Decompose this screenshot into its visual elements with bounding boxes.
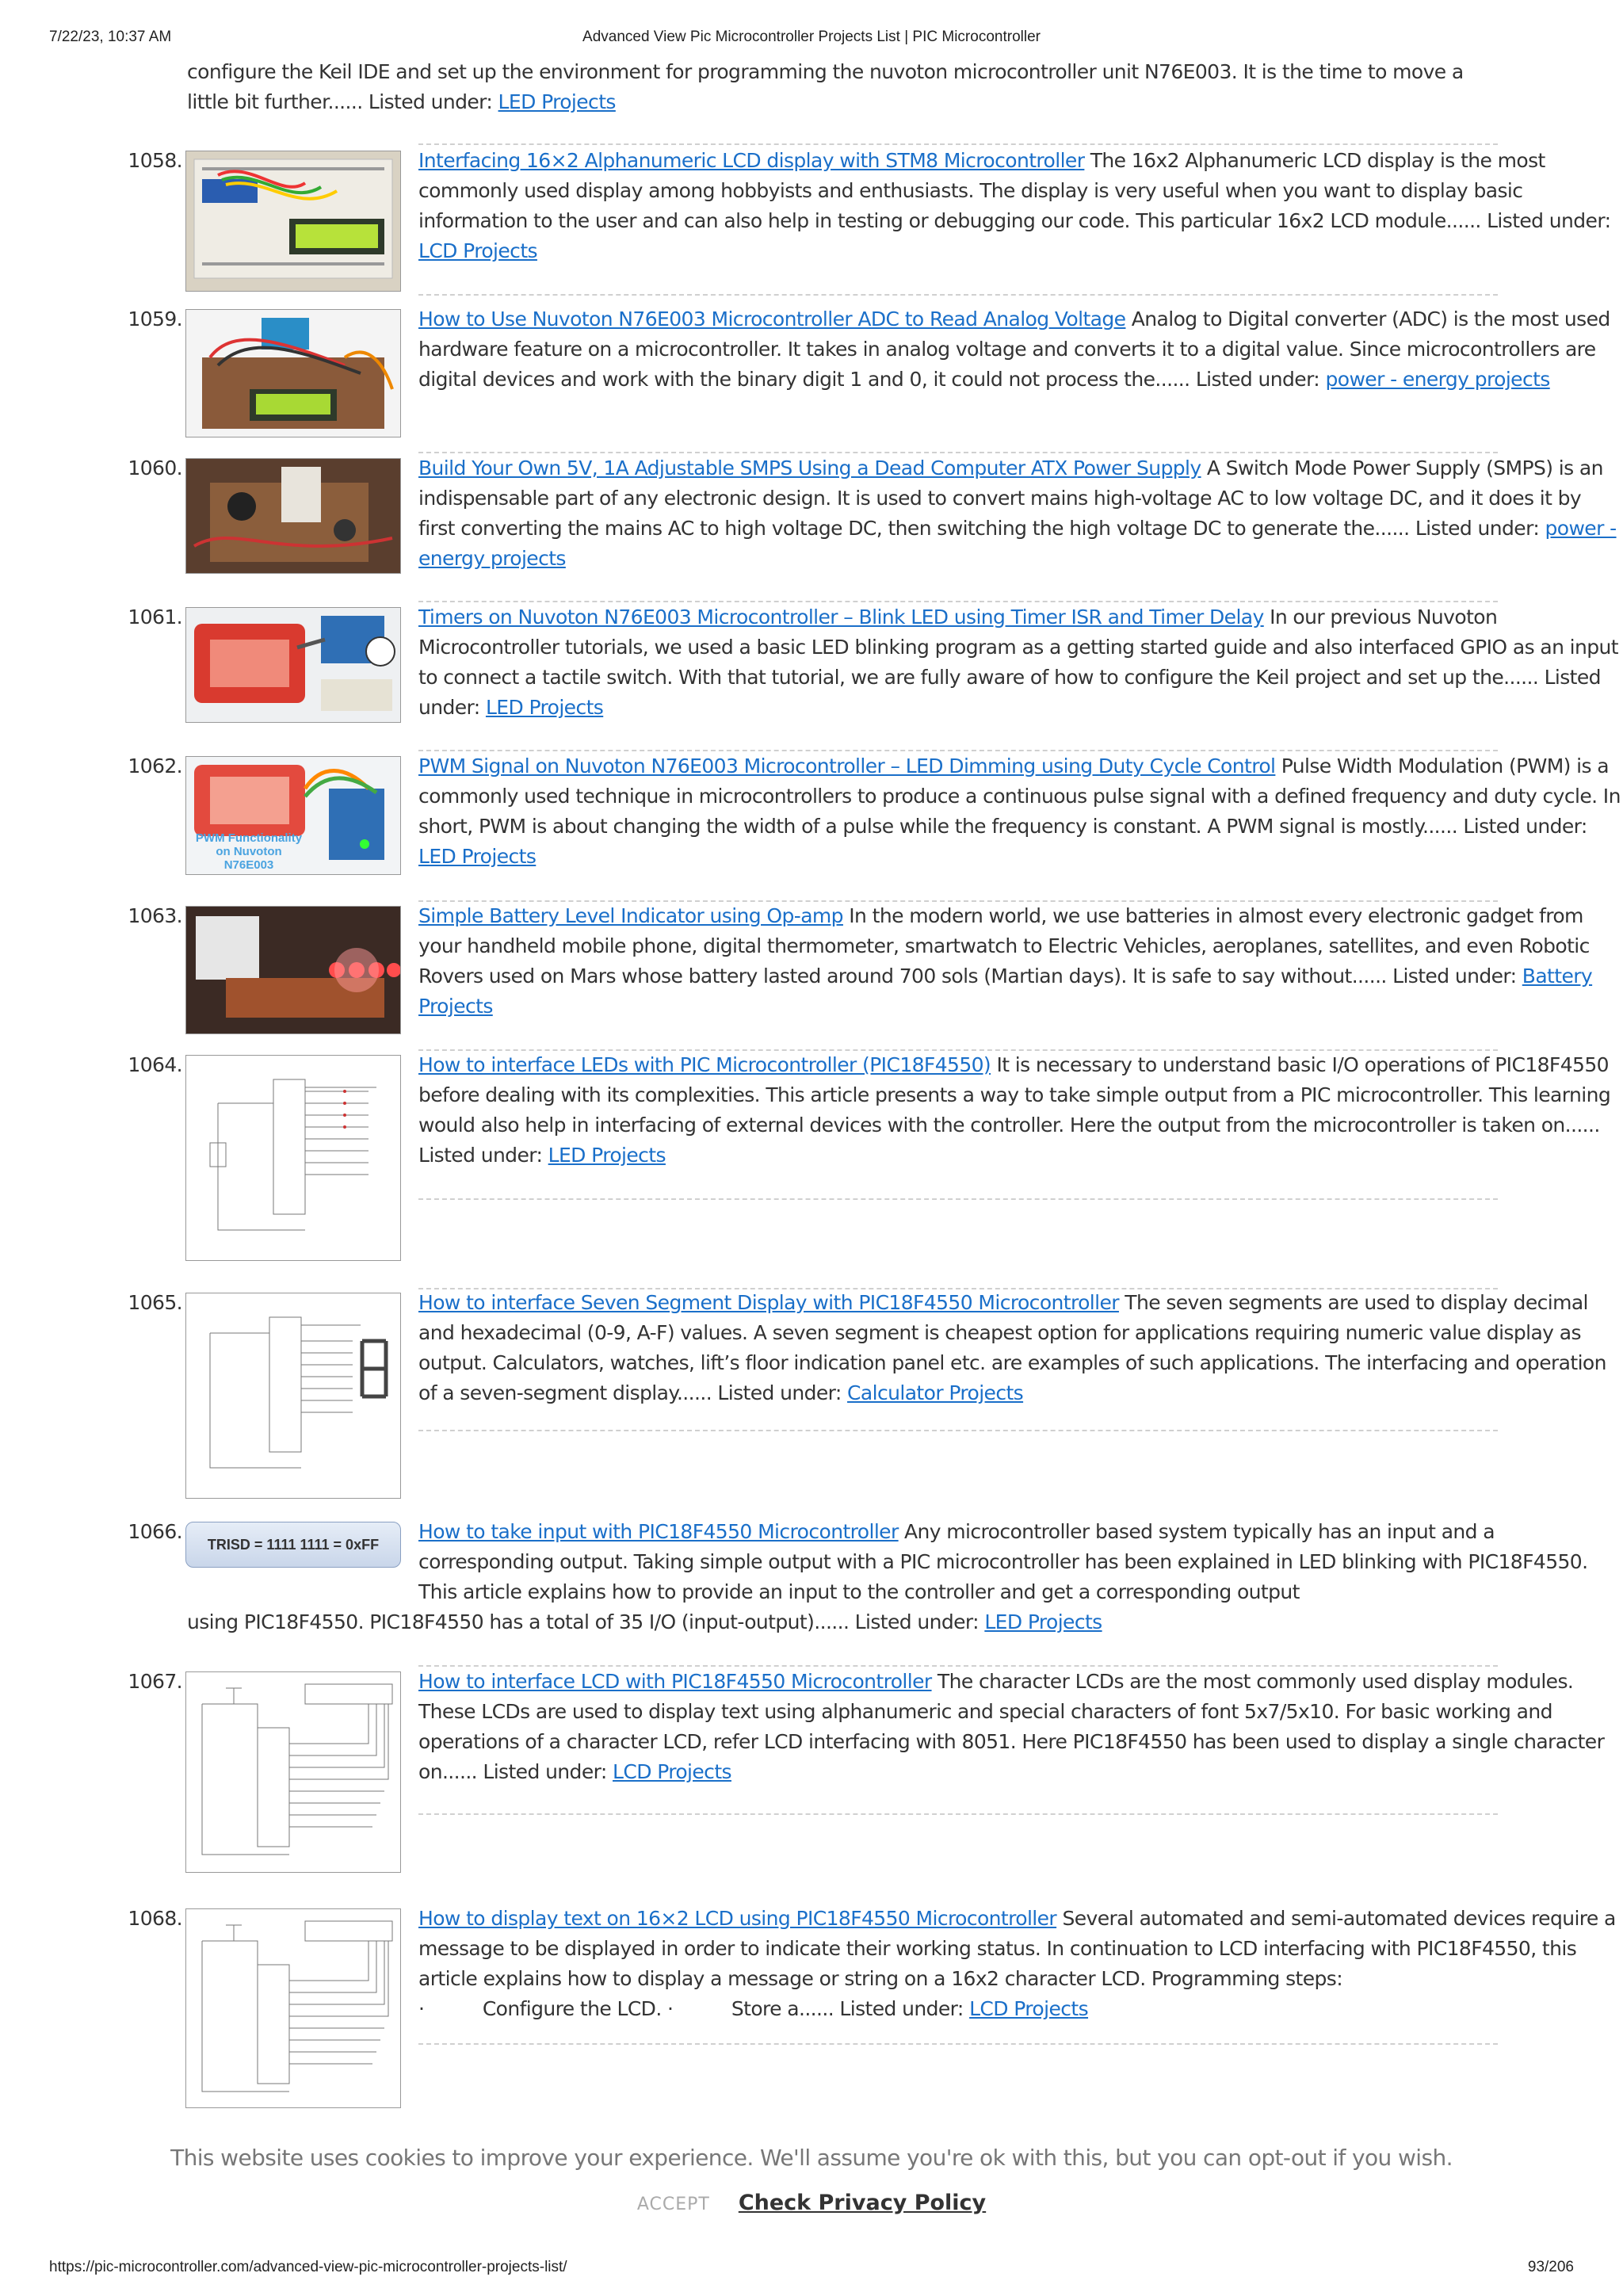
- project-description: It is necessary to understand basic I/O operations of PIC18F4550 before dealing with its complexities. This article presents a way to take simple output from a PIC microcontroller. This learning would also help in interfacing of external devices with the controller. Here the output from the microcontroller is taken on...... Listed under:: [418, 1053, 1611, 1167]
- item-text-continued: [187, 1607, 1503, 1637]
- item-text: [418, 1288, 1623, 1408]
- project-description: Pulse Width Modulation (PWM) is a commonly used technique in microcontrollers to produce a continuous pulse signal with a defined frequency and duty cycle. In short, PWM is about changing the width of a pulse while the frequency is constant. A PWM signal is mostly...... Listed under:: [418, 755, 1621, 838]
- project-thumbnail[interactable]: [185, 309, 401, 437]
- project-description: A Switch Mode Power Supply (SMPS) is an indispensable part of any electronic design. It is used to convert mains high-voltage AC to low voltage DC, and it does it by first converting the mains AC to high voltage DC, then switching the high voltage DC to generate the...... Listed under:: [418, 457, 1603, 540]
- item-number: 1068.: [128, 1907, 182, 1930]
- project-thumbnail[interactable]: [185, 1522, 401, 1568]
- project-title-link[interactable]: How to take input with PIC18F4550 Microcontroller: [418, 1520, 899, 1543]
- item-text: [418, 901, 1623, 1022]
- privacy-policy-link[interactable]: Check Privacy Policy: [738, 2191, 987, 2215]
- divider: [418, 143, 1498, 145]
- item-number: 1063.: [128, 904, 182, 927]
- item-text: [418, 1050, 1623, 1171]
- project-description: In our previous Nuvoton Microcontroller tutorials, we used a basic LED blinking program as a getting started guide and also interfaced GPIO as an input to connect a tactile switch. With that tutorial, we are fully aware of how to configure the Keil project and set up the...... Listed under:: [418, 606, 1618, 719]
- project-description: using PIC18F4550. PIC18F4550 has a total of 35 I/O (input-output)...... Listed under:: [187, 1610, 985, 1633]
- cookie-actions: [0, 2191, 1623, 2215]
- item-number: 1059.: [128, 308, 182, 330]
- intro-paragraph: [187, 57, 1503, 117]
- schematic-thumbnail[interactable]: [185, 1055, 401, 1261]
- category-link[interactable]: Calculator Projects: [847, 1381, 1024, 1404]
- category-link[interactable]: LCD Projects: [418, 239, 537, 262]
- thumbnail-caption: PWM Functionality on Nuvoton N76E003: [195, 831, 303, 872]
- project-title-link[interactable]: Interfacing 16×2 Alphanumeric LCD display with STM8 Microcontroller: [418, 149, 1085, 172]
- project-description: The seven segments are used to display decimal and hexadecimal (0-9, A-F) values. A seven segment is cheapest option for applications requiring numeric value display as output. Calculators, watches, lift’s floor indication panel etc. are examples of such applications. The interfacing and operation of a seven-segment display...... Listed under:: [418, 1291, 1606, 1404]
- item-text: [418, 1904, 1623, 2024]
- item-text: [418, 1667, 1623, 1787]
- project-thumbnail[interactable]: [185, 458, 401, 574]
- project-description: Any microcontroller based system typically has an input and a corresponding output. Taking simple output with a PIC microcontroller has been explained in LED blinking with PIC18F4550. This article explains how to provide an input to the controller and get a corresponding output: [418, 1520, 1588, 1603]
- print-datetime: 7/22/23, 10:37 AM: [49, 29, 172, 45]
- cookie-message: This website uses cookies to improve your experience. We'll assume you're ok with this, but you can opt-out if you wish.: [170, 2145, 1453, 2171]
- project-thumbnail[interactable]: [185, 906, 401, 1034]
- item-text: [418, 146, 1623, 266]
- project-description: The 16x2 Alphanumeric LCD display is the most commonly used display among hobbyists and enthusiasts. The display is very useful when you want to display basic information to the user and can also help in testing or debugging our code. This particular 16x2 LCD module...... Listed under:: [418, 149, 1611, 232]
- schematic-thumbnail[interactable]: [185, 1671, 401, 1873]
- project-description: Several automated and semi-automated devices require a message to be displayed in order to indicate their working status. In continuation to LCD interfacing with PIC18F4550, this article explains how to display a message or string on a 16x2 character LCD. Programming steps:: [418, 1907, 1616, 1990]
- item-text: [418, 304, 1623, 395]
- item-text: [418, 602, 1623, 723]
- intro-text: configure the Keil IDE and set up the environment for programming the nuvoton microcontroller unit N76E003. It is the time to move a little bit further...... Listed under:: [187, 60, 1464, 113]
- page-title: Advanced View Pic Microcontroller Projects List | PIC Microcontroller: [582, 29, 1041, 45]
- project-description: In the modern world, we use batteries in almost every electronic gadget from your handheld mobile phone, digital thermometer, smartwatch to Electric Vehicles, aeroplanes, satellites, and even Robotic Rovers used on Mars whose battery lasted around 700 sols (Martian days). It is safe to say without...... Listed under:: [418, 904, 1590, 988]
- project-thumbnail[interactable]: [185, 756, 401, 875]
- category-link[interactable]: LED Projects: [548, 1144, 666, 1167]
- project-title-link[interactable]: How to interface LEDs with PIC Microcontroller (PIC18F4550): [418, 1053, 991, 1076]
- category-link[interactable]: LCD Projects: [613, 1760, 731, 1783]
- project-title-link[interactable]: Timers on Nuvoton N76E003 Microcontroller – Blink LED using Timer ISR and Timer Delay: [418, 606, 1264, 628]
- category-link[interactable]: LCD Projects: [969, 1997, 1089, 2020]
- item-number: 1058.: [128, 149, 182, 172]
- category-link[interactable]: LED Projects: [485, 696, 604, 719]
- category-link[interactable]: power - energy projects: [1325, 368, 1550, 391]
- project-title-link[interactable]: How to Use Nuvoton N76E003 Microcontroller ADC to Read Analog Voltage: [418, 308, 1126, 330]
- category-link[interactable]: Battery Projects: [418, 965, 1593, 1018]
- item-number: 1067.: [128, 1670, 182, 1693]
- page-number: 93/206: [1527, 2259, 1574, 2275]
- item-number: 1060.: [128, 457, 182, 479]
- item-text: [418, 453, 1623, 574]
- category-link[interactable]: LED Projects: [984, 1610, 1102, 1633]
- project-title-link[interactable]: Simple Battery Level Indicator using Op-amp: [418, 904, 843, 927]
- category-link[interactable]: power - energy projects: [418, 517, 1617, 570]
- item-number: 1062.: [128, 755, 182, 777]
- divider: [418, 294, 1498, 296]
- intro-category-link[interactable]: LED Projects: [498, 90, 616, 113]
- category-link[interactable]: LED Projects: [418, 845, 537, 868]
- project-thumbnail[interactable]: [185, 151, 401, 292]
- project-title-link[interactable]: Build Your Own 5V, 1A Adjustable SMPS Using a Dead Computer ATX Power Supply: [418, 457, 1201, 479]
- item-number: 1064.: [128, 1053, 182, 1076]
- project-description: Analog to Digital converter (ADC) is the most used hardware feature on a microcontroller. It takes in analog voltage and converts it to a digital value. Since microcontrollers are digital devices and work with the binary digit 1 and 0, it could not process the...... Listed under:: [418, 308, 1610, 391]
- item-number: 1065.: [128, 1291, 182, 1314]
- project-title-link[interactable]: How to interface Seven Segment Display with PIC18F4550 Microcontroller: [418, 1291, 1119, 1314]
- divider: [418, 1198, 1498, 1200]
- divider: [418, 1813, 1498, 1815]
- schematic-thumbnail[interactable]: [185, 1908, 401, 2108]
- schematic-thumbnail[interactable]: [185, 1293, 401, 1499]
- project-description: The character LCDs are the most commonly used display modules. These LCDs are used to display text using alphanumeric and special characters of font 5x7/5x10. For basic working and operations of a character LCD, refer LCD interfacing with 8051. Here PIC18F4550 has been used to display a single character on...... Listed under:: [418, 1670, 1605, 1783]
- project-title-link[interactable]: PWM Signal on Nuvoton N76E003 Microcontroller – LED Dimming using Duty Cycle Control: [418, 755, 1276, 777]
- project-description-steps: · Configure the LCD. · Store a...... Listed under:: [418, 1997, 970, 2020]
- page-url: https://pic-microcontroller.com/advanced-view-pic-microcontroller-projects-list/: [49, 2259, 567, 2275]
- accept-cookies-button[interactable]: ACCEPT: [636, 2195, 710, 2214]
- divider: [418, 1430, 1498, 1431]
- item-text: [418, 1517, 1623, 1607]
- project-title-link[interactable]: How to interface LCD with PIC18F4550 Microcontroller: [418, 1670, 932, 1693]
- project-thumbnail[interactable]: [185, 607, 401, 723]
- item-number: 1066.: [128, 1520, 182, 1543]
- project-title-link[interactable]: How to display text on 16×2 LCD using PIC18F4550 Microcontroller: [418, 1907, 1057, 1930]
- item-number: 1061.: [128, 606, 182, 628]
- divider: [418, 2043, 1498, 2045]
- thumbnail-caption: TRISD = 1111 1111 = 0xFF: [207, 1537, 380, 1553]
- item-text: [418, 751, 1623, 872]
